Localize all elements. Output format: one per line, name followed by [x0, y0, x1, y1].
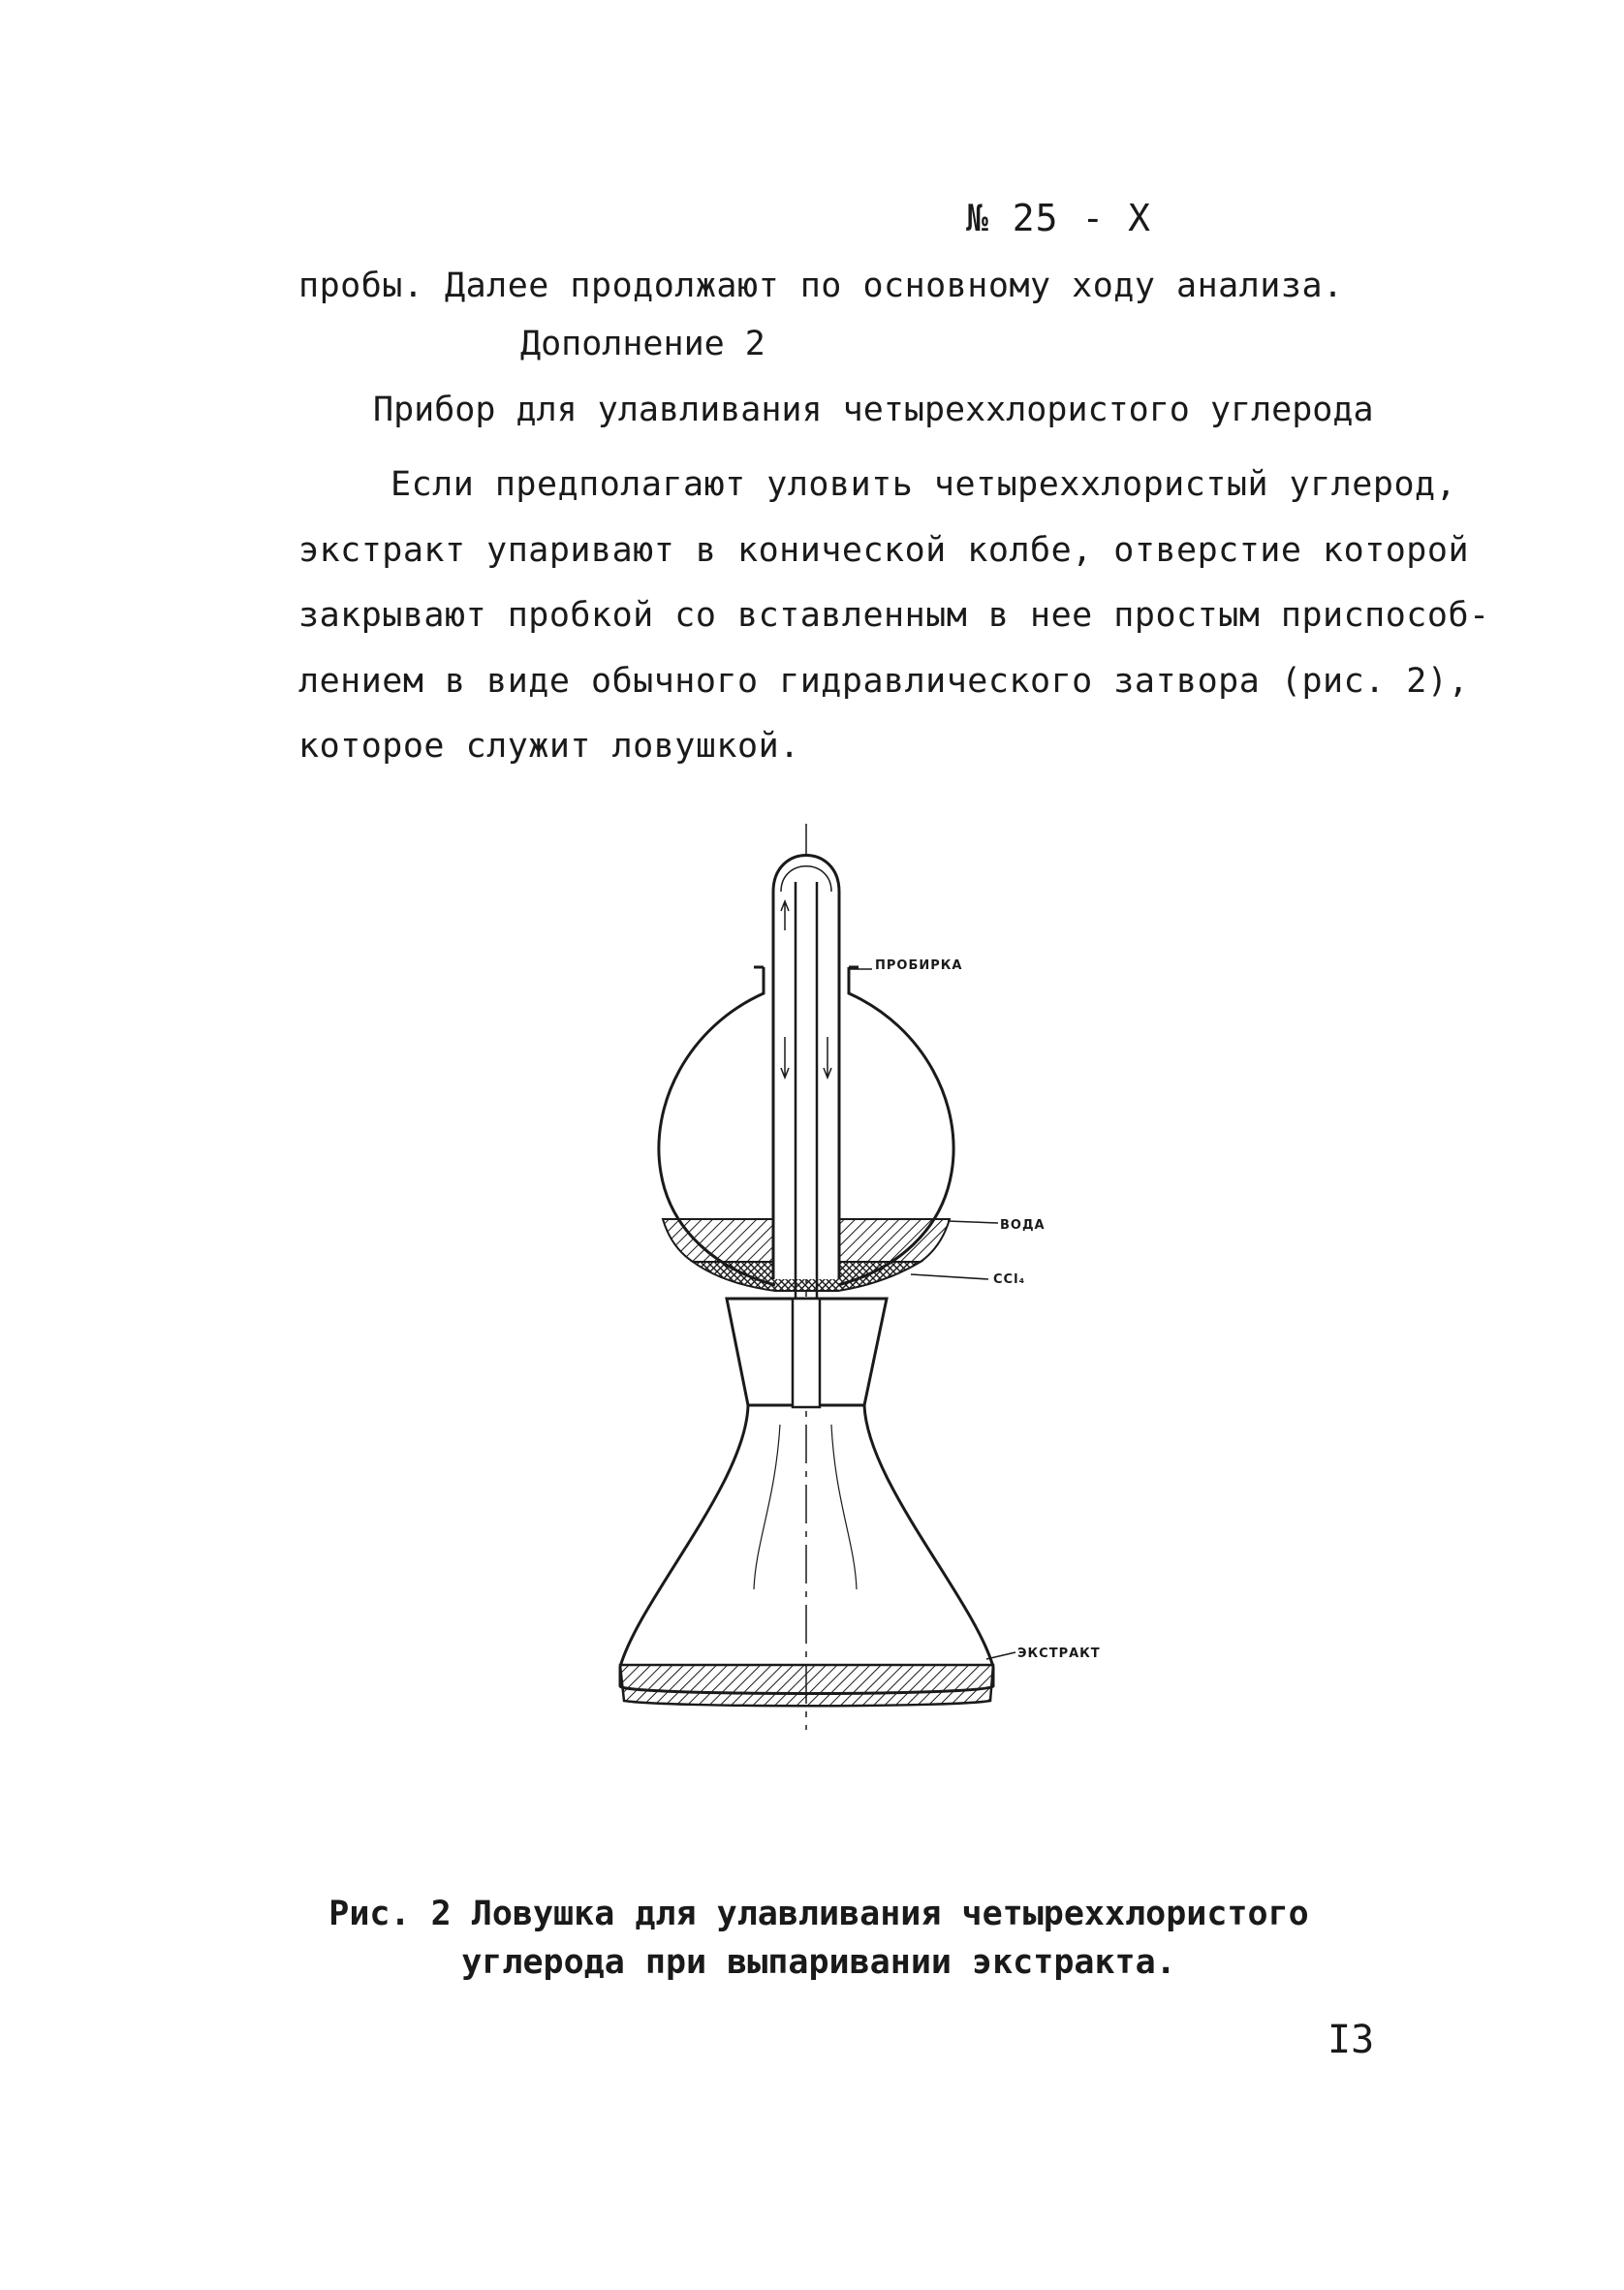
- stopper-tube: [793, 1299, 820, 1407]
- page-number: I3: [1327, 2018, 1375, 2062]
- test-tube: [773, 856, 839, 1309]
- paragraph-line: экстракт упаривают в конической колбе, отверстие которой: [298, 531, 1470, 570]
- appendix-title: Дополнение 2: [520, 325, 765, 363]
- paragraph-line: Если предполагают уловить четыреххлористый углерод,: [390, 465, 1457, 504]
- extract-layer: [620, 1665, 993, 1706]
- figure-caption: [291, 1890, 1347, 1987]
- caption-line: Рис. 2 Ловушка для улавливания четыреххлористого: [328, 1895, 1309, 1933]
- paragraph-line: закрывают пробкой со вставленным в нее простым приспособ-: [298, 596, 1490, 635]
- document-number: № 25 - X: [966, 197, 1152, 239]
- apparatus-figure: [581, 824, 1101, 1744]
- label-ccl4: CCl₄: [993, 1272, 1026, 1287]
- label-extract: ЭКСТРАКТ: [1017, 1647, 1101, 1661]
- section-title: Прибор для улавливания четыреххлористого углерода: [373, 391, 1374, 429]
- label-water: ВОДА: [1000, 1218, 1046, 1233]
- label-test-tube: ПРОБИРКА: [875, 958, 963, 973]
- caption-line: углерода при выпаривании экстракта.: [461, 1943, 1176, 1982]
- paragraph-line: лением в виде обычного гидравлического затвора (рис. 2),: [298, 662, 1470, 701]
- paragraph-line: которое служит ловушкой.: [298, 727, 800, 766]
- continuation-text: пробы. Далее продолжают по основному ходу анализа.: [298, 267, 1344, 305]
